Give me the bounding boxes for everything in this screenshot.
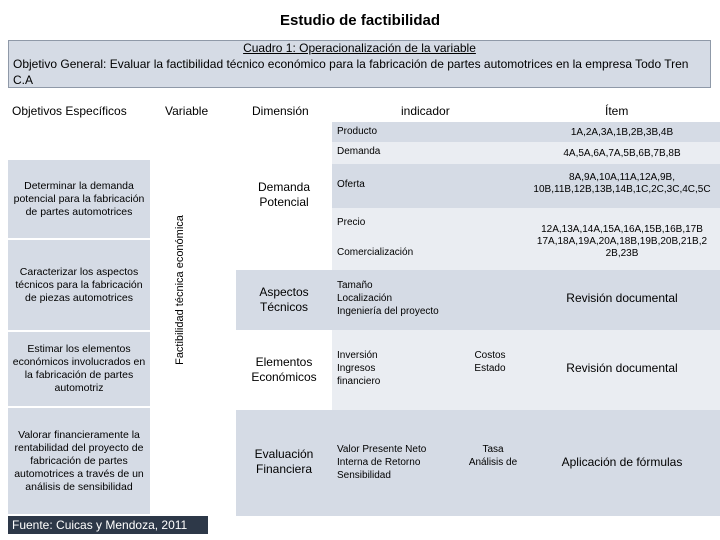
indicator-economicos-left: Inversión Ingresos financiero xyxy=(337,350,381,387)
dimension-evaluacion: Evaluación Financiera xyxy=(254,447,314,476)
indicator-financieros-left: Valor Presente Neto Interna de Retorno Sensibilidad xyxy=(337,444,427,481)
objective-aspectos: Caracterizar los aspectos técnicos para la fabricación de piezas automotrices xyxy=(8,240,150,332)
indicator-tecnicos: Tamaño Localización Ingeniería del proyecto xyxy=(337,280,439,317)
header-box xyxy=(8,40,711,88)
dimension-elementos: Elementos Económicos xyxy=(251,355,317,384)
header-variable: Variable xyxy=(165,104,209,118)
item-precio: 12A,13A,14A,15A,16A,15B,16B,17B 17A,18A,19A,20A,18B,19B,20B,21B,2 2B,23B xyxy=(536,224,708,259)
item-producto: 1A,2A,3A,1B,2B,3B,4B xyxy=(570,127,674,138)
page-title: Estudio de factibilidad xyxy=(279,12,440,29)
variable-text: Factibilidad técnica económica xyxy=(174,215,186,365)
item-economicos: Revisión documental xyxy=(566,361,678,375)
item-financieros: Aplicación de fórmulas xyxy=(561,455,683,469)
header-item: Ítem xyxy=(605,104,629,118)
objective-economicos: Estimar los elementos económicos involucrados en la fabricación de partes automotriz xyxy=(8,332,150,408)
objetivo-general: Objetivo General: Evaluar la factibilidad técnico económico para la fabricación de partes automotrices en la empresa Todo Tren C.A xyxy=(13,57,689,87)
indicator-economicos-right: Costos Estado xyxy=(474,350,506,374)
objective-financiero: Valorar financieramente la rentabilidad del proyecto de fabricación de partes automotrices a través de un análisis de sensibilidad xyxy=(8,408,150,516)
cuadro-title: Cuadro 1: Operacionalización de la variable xyxy=(243,41,476,55)
indicator-comercializacion: Comercialización xyxy=(337,247,414,258)
item-oferta: 8A,9A,10A,11A,12A,9B, 10B,11B,12B,13B,14B,1C,2C,3C,4C,5C xyxy=(533,172,711,195)
objective-demanda: Determinar la demanda potencial para la fabricación de partes automotrices xyxy=(8,160,150,240)
dimension-aspectos: Aspectos Técnicos xyxy=(259,285,309,314)
item-tecnicos: Revisión documental xyxy=(566,291,678,305)
indicator-oferta: Oferta xyxy=(337,179,365,190)
indicator-producto: Producto xyxy=(337,126,378,137)
indicator-financieros-right: Tasa Análisis de xyxy=(468,444,518,468)
indicator-demanda: Demanda xyxy=(337,146,381,157)
variable-label xyxy=(160,120,200,460)
header-objetivos: Objetivos Específicos xyxy=(12,104,127,118)
header-indicador: indicador xyxy=(401,104,450,118)
dimension-demanda: Demanda Potencial xyxy=(257,180,311,209)
source-note: Fuente: Cuicas y Mendoza, 2011 xyxy=(8,516,208,534)
indicator-precio: Precio xyxy=(337,217,366,228)
item-demanda: 4A,5A,6A,7A,5B,6B,7B,8B xyxy=(563,148,681,159)
header-dimension: Dimensión xyxy=(252,104,309,118)
